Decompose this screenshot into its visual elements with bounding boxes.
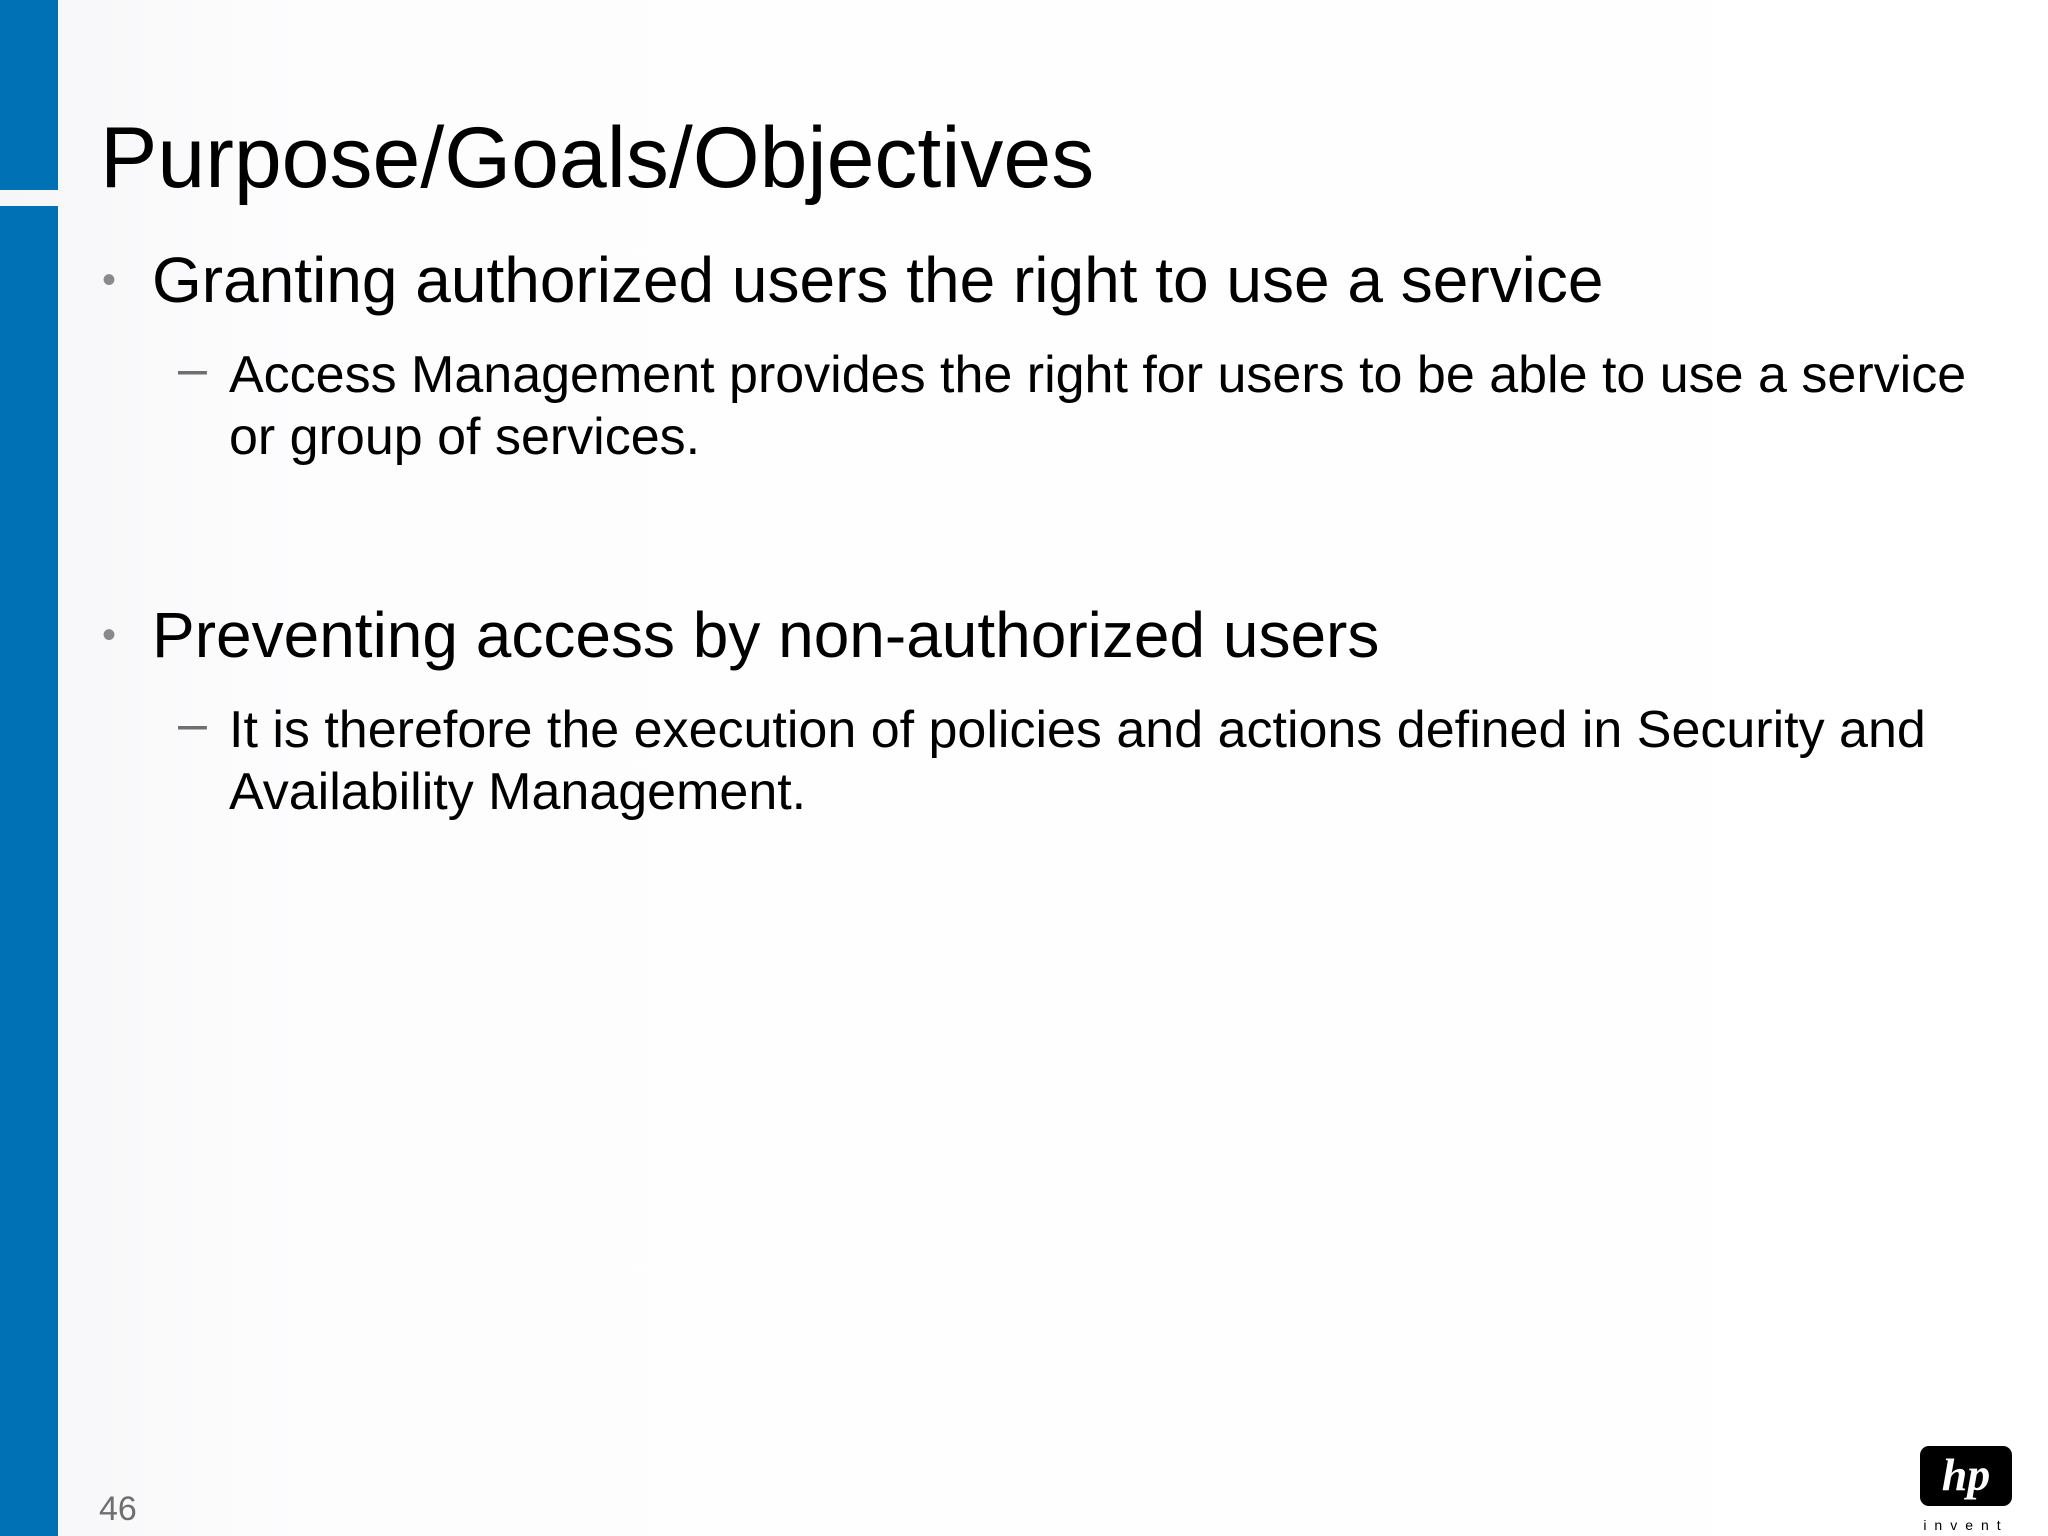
hp-logo-mark: hp (1941, 1449, 1991, 1500)
bullet-glyph: • (102, 258, 117, 302)
accent-bar-top (0, 0, 58, 190)
sub-bullet-item (178, 695, 2008, 823)
bullet-text: Granting authorized users the right to use a service (152, 244, 1604, 316)
sub-bullet-text: It is therefore the execution of policies and actions defined in Security and Availability Management. (229, 701, 1926, 821)
hp-logo-tagline: invent (1923, 1517, 2009, 1533)
accent-bar-bottom (0, 206, 58, 1536)
sub-bullet-glyph: – (178, 340, 207, 398)
bullet-text: Preventing access by non-authorized users (152, 599, 1380, 671)
sub-bullet-item (178, 340, 2008, 468)
hp-logo-icon (1916, 1442, 2016, 1534)
bullet-glyph: • (102, 613, 117, 657)
page-number: 46 (99, 1490, 137, 1528)
sub-bullet-glyph: – (178, 695, 207, 753)
slide-title: Purpose/Goals/Objectives (100, 110, 1095, 206)
sub-bullet-text: Access Management provides the right for users to be able to use a service or group of services. (229, 346, 1967, 466)
